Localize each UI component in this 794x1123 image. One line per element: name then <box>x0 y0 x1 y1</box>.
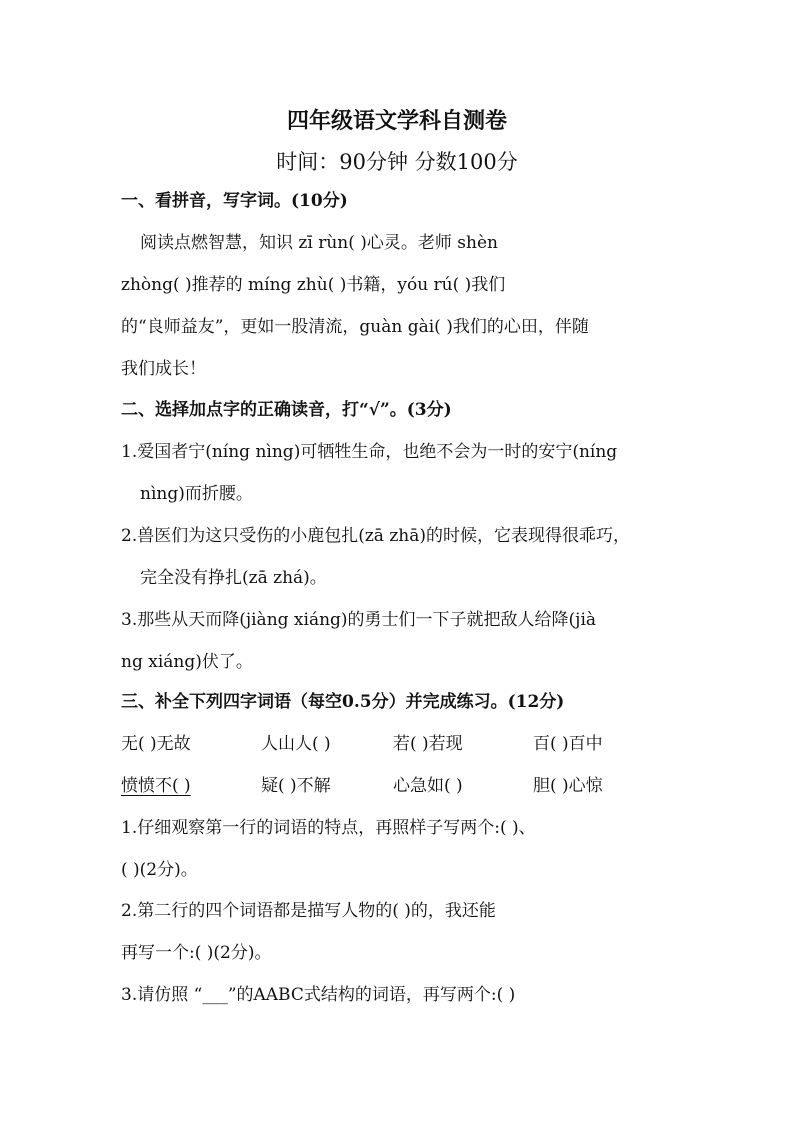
section3-q3-line: 3.请仿照 “___”的AABC式结构的词语，再写两个:( ) <box>121 985 516 1005</box>
idiom-item-underlined: 愤愤不( ) <box>121 776 191 796</box>
section2-q2-line-1: 2.兽医们为这只受伤的小鹿包扎(zā zhā)的时候，它表现得很乖巧， <box>121 526 631 546</box>
section3-q1-line-1: 1.仔细观察第一行的词语的特点，再照样子写两个:( )、 <box>121 818 536 838</box>
section1-line-1: 阅读点燃智慧，知识 zī rùn( )心灵。老师 shèn <box>140 233 498 253</box>
section1-heading: 一、看拼音，写字词。(10分) <box>121 191 348 211</box>
section2-q2-line-2: 完全没有挣扎(zā zhá)。 <box>140 568 327 588</box>
idiom-item: 百( )百中 <box>533 734 603 754</box>
exam-title: 四年级语文学科自测卷 <box>286 108 507 134</box>
section2-q3-line-1: 3.那些从天而降(jiàng xiáng)的勇士们一下子就把敌人给降(jià <box>121 610 597 630</box>
section2-q1-line-1: 1.爱国者宁(níng nìng)可牺牲生命，也绝不会为一时的安宁(níng <box>121 442 618 462</box>
idiom-item: 无( )无故 <box>121 734 191 754</box>
section2-heading: 二、选择加点字的正确读音，打“√”。(3分) <box>121 400 452 420</box>
idiom-item: 人山人( ) <box>261 734 331 754</box>
idiom-item: 疑( )不解 <box>261 776 331 796</box>
idiom-item: 胆( )心惊 <box>533 776 603 796</box>
section2-q1-line-2: nìng)而折腰。 <box>140 484 253 504</box>
section1-line-2: zhòng( )推荐的 míng zhù( )书籍，yóu rú( )我们 <box>121 275 506 295</box>
idiom-item: 心急如( ) <box>393 776 463 796</box>
time-score-line: 时间：90分钟 分数100分 <box>276 150 518 174</box>
section3-heading: 三、补全下列四字词语（每空0.5分）并完成练习。(12分) <box>121 692 565 712</box>
section3-q1-line-2: ( )(2分)。 <box>121 860 198 880</box>
section1-line-3: 的“良师益友”，更如一股清流，guàn gài( )我们的心田，伴随 <box>121 317 589 337</box>
section3-q2-line-2: 再写一个:( )(2分)。 <box>121 943 272 963</box>
section1-line-4: 我们成长！ <box>121 359 206 379</box>
idiom-row-2 <box>121 774 603 798</box>
section2-q3-line-2: ng xiáng)伏了。 <box>121 652 253 672</box>
idiom-item: 若( )若现 <box>393 734 463 754</box>
section3-q2-line-1: 2.第二行的四个词语都是描写人物的( )的，我还能 <box>121 901 496 921</box>
idiom-row-1 <box>121 732 603 756</box>
